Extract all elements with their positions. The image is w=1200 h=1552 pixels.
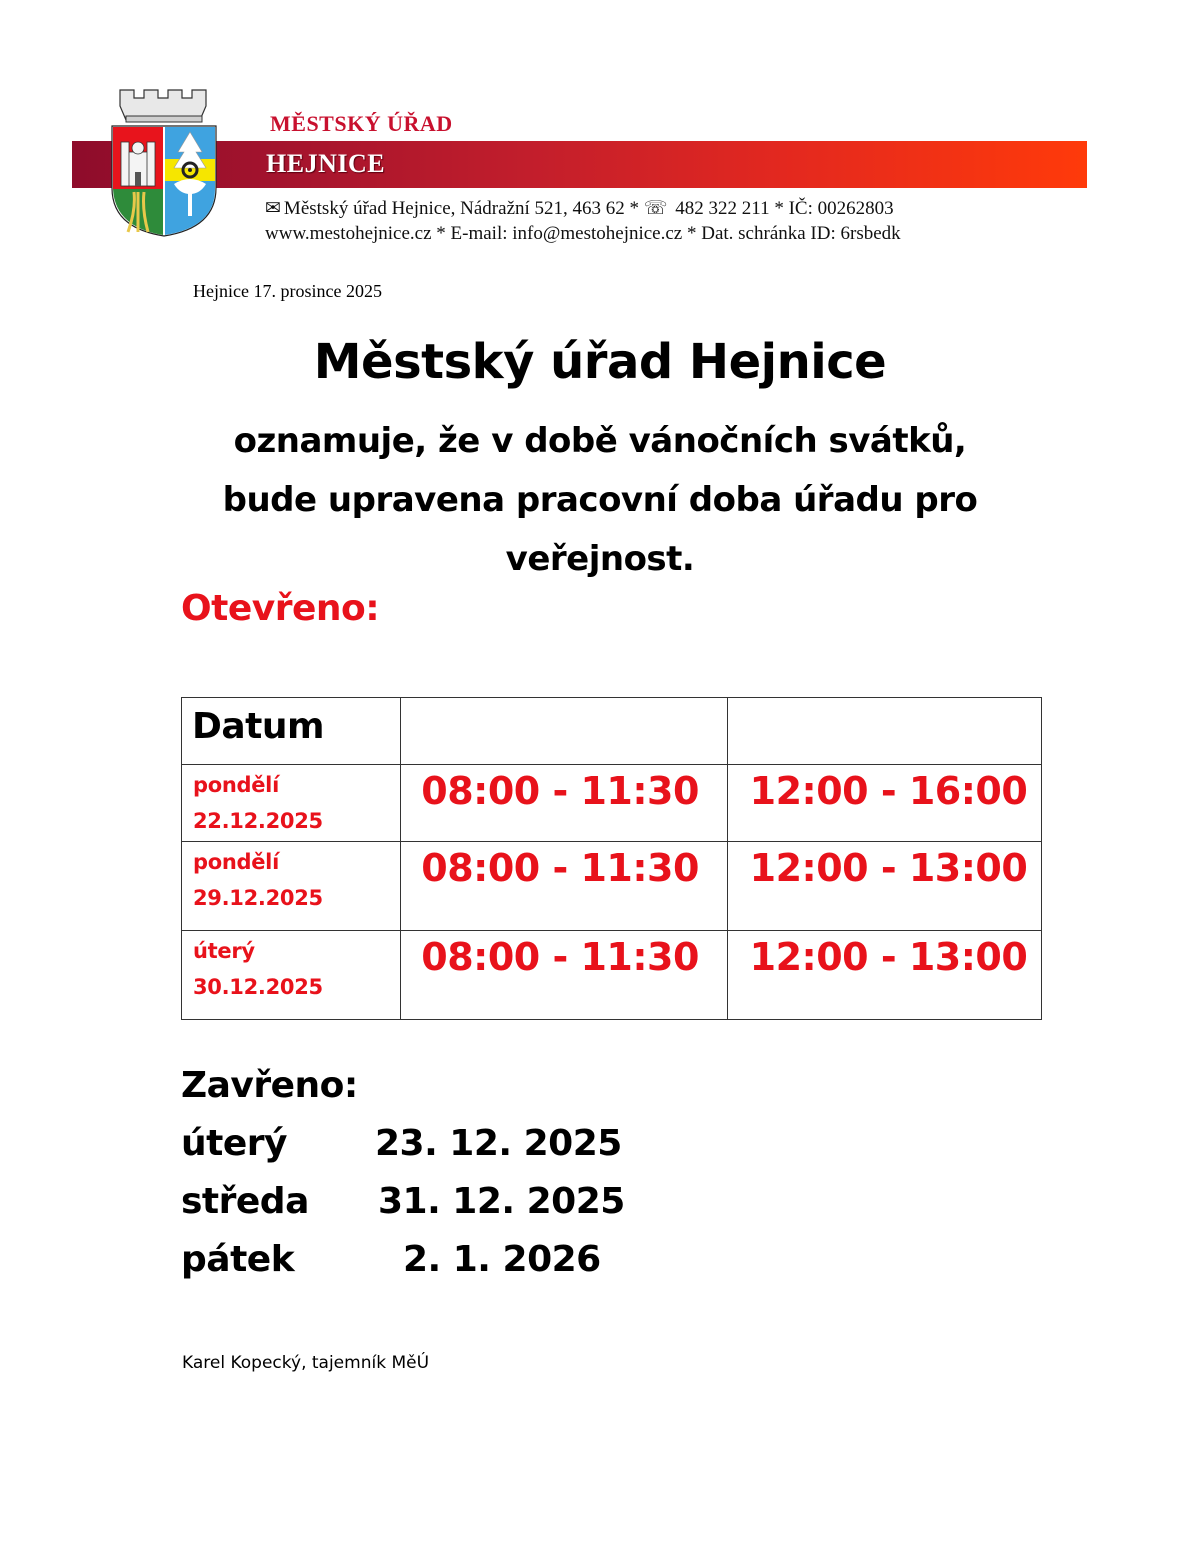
address-text: Městský úřad Hejnice, Nádražní 521, 463 62 * (283, 198, 644, 219)
date: 30.12.2025 (193, 975, 323, 999)
weekday: pondělí (193, 850, 279, 874)
closed-day-row (181, 1181, 681, 1239)
afternoon-hours: 12:00 - 13:00 (727, 931, 1041, 1020)
date-cell (182, 842, 401, 931)
closed-date: 2. 1. 2026 (403, 1239, 601, 1280)
header-datum: Datum (182, 698, 401, 765)
table-header-row (182, 698, 1042, 765)
envelope-icon: ✉ (265, 198, 281, 219)
morning-hours: 08:00 - 11:30 (401, 842, 727, 931)
org-name-line2: HEJNICE (266, 149, 386, 178)
closed-section (181, 1065, 681, 1297)
letterhead-banner (72, 141, 1087, 188)
closed-date: 23. 12. 2025 (375, 1123, 622, 1164)
morning-hours: 08:00 - 11:30 (401, 931, 727, 1020)
closed-date: 31. 12. 2025 (378, 1181, 625, 1222)
contact-address-line (265, 197, 894, 220)
page-title: Městský úřad Hejnice (313, 334, 887, 390)
closed-heading: Zavřeno: (181, 1065, 358, 1106)
signature: Karel Kopecký, tajemník MěÚ (182, 1353, 430, 1373)
closed-weekday: úterý (181, 1123, 287, 1164)
announcement-line: bude upravena pracovní doba úřadu pro (222, 480, 978, 520)
coat-of-arms-icon (108, 86, 220, 238)
table-row (182, 765, 1042, 842)
table-row (182, 931, 1042, 1020)
contact-web-line: www.mestohejnice.cz * E-mail: info@mestohejnice.cz * Dat. schránka ID: 6rsbedk (265, 223, 901, 244)
open-heading: Otevřeno: (181, 588, 380, 629)
closed-weekday: středa (181, 1181, 309, 1222)
banner-divider (242, 137, 492, 139)
announcement-text (175, 412, 1025, 589)
date: 29.12.2025 (193, 886, 323, 910)
announcement-line: oznamuje, že v době vánočních svátků, (233, 421, 967, 461)
phone-icon: ☏ (643, 198, 668, 219)
phone-ic-text: 482 322 211 * IČ: 00262803 (670, 198, 894, 219)
announcement-line: veřejnost. (505, 539, 695, 579)
weekday: úterý (193, 939, 255, 963)
opening-hours-table (181, 697, 1042, 1020)
date: 22.12.2025 (193, 809, 323, 833)
date-cell (182, 931, 401, 1020)
header-afternoon (727, 698, 1041, 765)
afternoon-hours: 12:00 - 16:00 (727, 765, 1041, 842)
morning-hours: 08:00 - 11:30 (401, 765, 727, 842)
weekday: pondělí (193, 773, 279, 797)
afternoon-hours: 12:00 - 13:00 (727, 842, 1041, 931)
header-morning (401, 698, 727, 765)
org-name-line1: MĚSTSKÝ ÚŘAD (270, 111, 453, 136)
table-row (182, 842, 1042, 931)
closed-weekday: pátek (181, 1239, 295, 1280)
closed-day-row (181, 1239, 681, 1297)
closed-day-row (181, 1123, 681, 1181)
document-date: Hejnice 17. prosince 2025 (193, 281, 382, 301)
date-cell (182, 765, 401, 842)
